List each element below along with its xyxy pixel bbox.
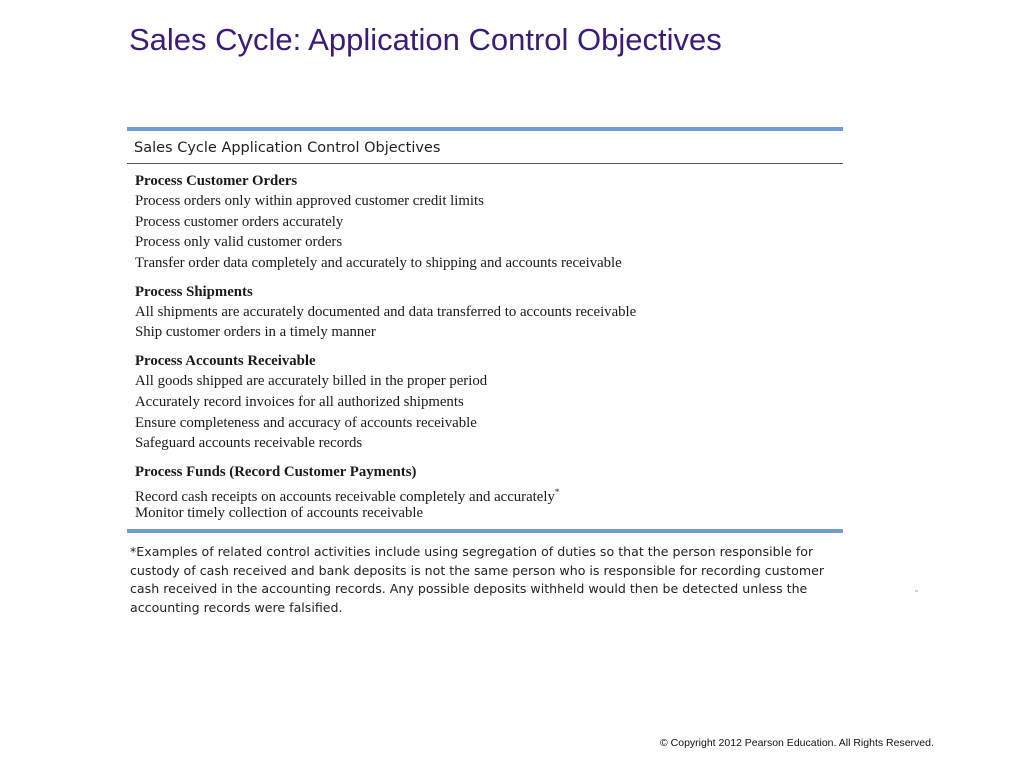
section-heading: Process Funds (Record Customer Payments) (135, 463, 417, 480)
section-process-customer-orders (135, 171, 843, 274)
section-process-funds (135, 462, 843, 523)
copyright-notice: © Copyright 2012 Pearson Education. All Rights Reserved. (660, 737, 934, 749)
list-item: Accurately record invoices for all authorized shipments (135, 393, 464, 410)
decorative-speck (915, 590, 918, 592)
footnote-marker: * (554, 486, 560, 497)
section-heading: Process Accounts Receivable (135, 353, 316, 370)
section-heading: Process Shipments (135, 283, 253, 300)
list-item-text: Record cash receipts on accounts receivable completely and accurately (135, 488, 555, 505)
list-item: Process customer orders accurately (135, 213, 344, 230)
list-item: Process orders only within approved customer credit limits (135, 193, 484, 209)
list-item: Ship customer orders in a timely manner (135, 324, 376, 341)
list-item: Monitor timely collection of accounts receivable (135, 504, 424, 521)
section-heading: Process Customer Orders (135, 173, 298, 189)
list-item: All shipments are accurately documented and data transferred to accounts receivable (135, 303, 637, 320)
section-process-shipments (135, 282, 843, 343)
table-body (127, 164, 843, 529)
table-title: Sales Cycle Application Control Objectives (134, 140, 441, 156)
list-item: Ensure completeness and accuracy of accounts receivable (135, 414, 477, 431)
list-item (135, 482, 843, 503)
table-footnote: *Examples of related control activities include using segregation of duties so that the person responsible for custody of cash received and bank deposits is not the same person who is responsible for recording customer cash received in the accounting records. Any possible deposits withheld would then be detected unless the accounting records were falsified. (130, 544, 825, 615)
list-item: Safeguard accounts receivable records (135, 435, 363, 452)
list-item: Process only valid customer orders (135, 234, 343, 251)
list-item: All goods shipped are accurately billed in the proper period (135, 373, 488, 390)
section-process-accounts-receivable (135, 351, 843, 454)
control-objectives-table (127, 127, 843, 617)
slide-title: Sales Cycle: Application Control Objectives (129, 22, 722, 57)
list-item: Transfer order data completely and accurately to shipping and accounts receivable (135, 255, 622, 272)
